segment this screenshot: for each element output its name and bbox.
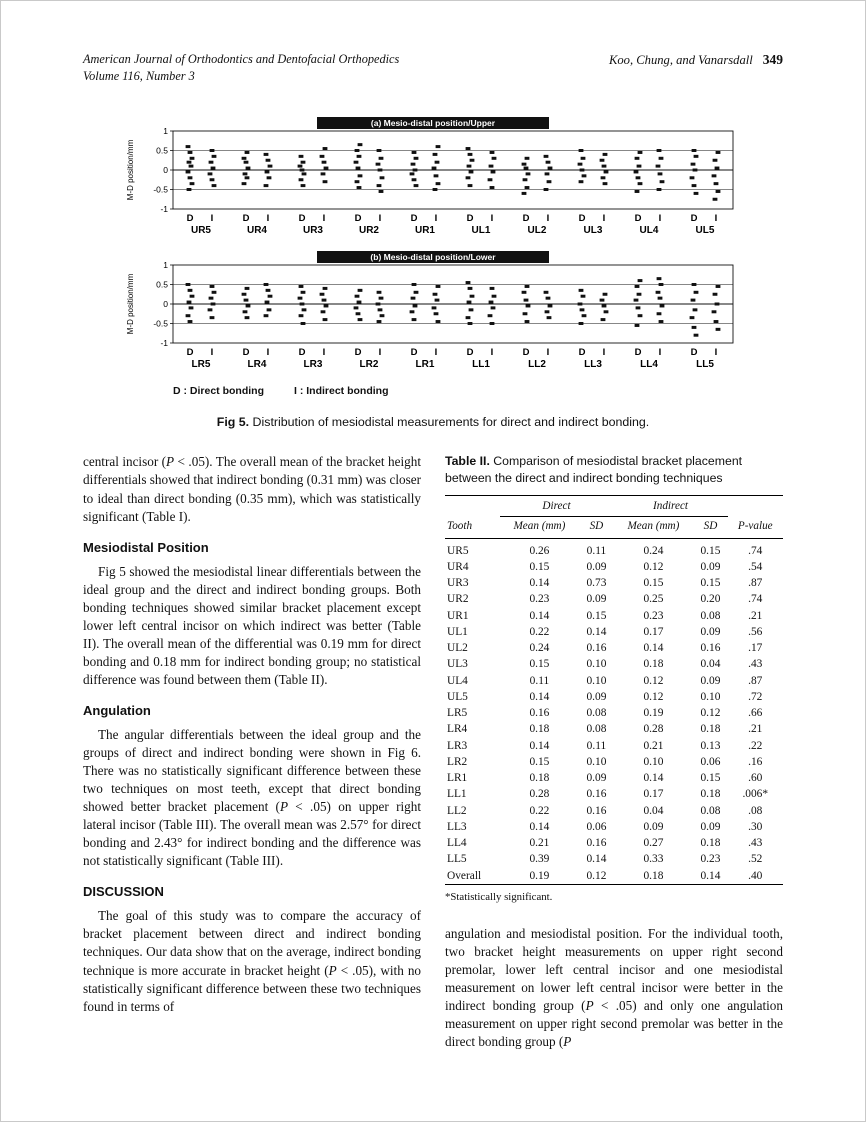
svg-text:D: D	[466, 213, 474, 225]
svg-text:I: I	[210, 347, 214, 359]
table-row: UR2 0.23 0.09 0.25 0.20 .74	[447, 593, 763, 606]
journal-title: American Journal of Orthodontics and Dentofacial Orthopedics	[83, 52, 400, 66]
table-row: LL4 0.21 0.16 0.27 0.18 .43	[447, 837, 763, 850]
svg-text:I: I	[322, 213, 326, 225]
table-row: LR5 0.16 0.08 0.19 0.12 .66	[447, 707, 763, 720]
table2-col-mean-indirect: Mean (mm)	[614, 517, 694, 538]
svg-text:D: D	[578, 213, 586, 225]
svg-text:D: D	[410, 213, 418, 225]
svg-text:UR5: UR5	[190, 225, 212, 237]
svg-text:D: D	[690, 213, 698, 225]
svg-text:UL3: UL3	[583, 225, 603, 237]
svg-text:0.5: 0.5	[156, 145, 168, 156]
table2-col-pvalue: P-value	[728, 517, 783, 538]
table2-col-mean-direct: Mean (mm)	[500, 517, 580, 538]
svg-text:D: D	[410, 347, 418, 359]
table-row: LL3 0.14 0.06 0.09 0.09 .30	[447, 820, 763, 833]
svg-text:I: I	[602, 347, 606, 359]
svg-text:I: I	[714, 347, 718, 359]
svg-text:UL5: UL5	[695, 225, 715, 237]
table2-group-indirect: Indirect	[614, 495, 728, 516]
table-row: LL5 0.39 0.14 0.33 0.23 .52	[447, 853, 763, 866]
table-row: LL1 0.28 0.16 0.17 0.18 .006*	[447, 788, 769, 801]
svg-text:I: I	[546, 213, 550, 225]
figure-caption	[83, 415, 783, 429]
svg-text:LL1: LL1	[472, 359, 490, 371]
figure-caption-text: Distribution of mesiodistal measurements for direct and indirect bonding.	[249, 415, 650, 430]
legend-indirect-bonding: I : Indirect bonding	[294, 385, 389, 398]
table2-group-row	[445, 495, 783, 516]
table-row: UL4 0.11 0.10 0.12 0.09 .87	[447, 674, 763, 687]
svg-text:D: D	[298, 213, 306, 225]
svg-text:UR3: UR3	[302, 225, 324, 237]
table2-header	[445, 495, 783, 538]
heading-discussion: DISCUSSION	[83, 884, 164, 900]
svg-text:I: I	[602, 213, 606, 225]
table-row: LR1 0.18 0.09 0.14 0.15 .60	[447, 772, 763, 785]
svg-text:UR1: UR1	[414, 225, 436, 237]
heading-angulation: Angulation	[83, 703, 151, 719]
svg-text:D: D	[242, 213, 250, 225]
table2-col-sd-direct: SD	[579, 517, 613, 538]
table2-footnote: *Statistically significant.	[445, 890, 553, 903]
body-columns	[83, 453, 783, 1054]
table-row: UL5 0.14 0.09 0.12 0.10 .72	[447, 690, 763, 703]
svg-text:I: I	[322, 347, 326, 359]
svg-text:UR4: UR4	[246, 225, 268, 237]
table-row: UR5 0.26 0.11 0.24 0.15 .74	[447, 544, 763, 557]
table2	[445, 495, 783, 885]
svg-text:-0.5: -0.5	[153, 184, 168, 195]
svg-text:LR3: LR3	[303, 359, 323, 371]
table-row: UL2 0.24 0.16 0.14 0.16 .17	[447, 642, 763, 655]
svg-text:-1: -1	[160, 204, 168, 215]
svg-text:I: I	[266, 347, 270, 359]
svg-text:0.5: 0.5	[156, 279, 168, 290]
svg-text:D: D	[634, 347, 642, 359]
svg-text:LR4: LR4	[247, 359, 267, 371]
header-left	[83, 51, 399, 85]
table2-header-row	[445, 517, 783, 538]
svg-text:I: I	[378, 347, 382, 359]
table-row: Overall 0.19 0.12 0.18 0.14 .40	[447, 869, 763, 882]
svg-text:M-D position/mm: M-D position/mm	[126, 140, 135, 201]
svg-text:0: 0	[163, 165, 168, 176]
svg-text:I: I	[210, 213, 214, 225]
table-row: UL1 0.22 0.14 0.17 0.09 .56	[447, 625, 763, 638]
svg-text:D: D	[466, 347, 474, 359]
svg-text:M-D position/mm: M-D position/mm	[126, 274, 135, 335]
svg-text:D: D	[242, 347, 250, 359]
svg-text:I: I	[490, 213, 494, 225]
legend-direct-bonding: D : Direct bonding	[173, 385, 264, 398]
paragraph-mesiodistal: Fig 5 showed the mesiodistal linear differentials between the ideal group and the direct and indirect bonding groups. Both bonding techniques showed similar bracket placement except lower left central incisor on which indirect was better (Table II). The overall mean of the differential was 0.19 mm for direct bonding and 0.18 mm for indirect bonding group; no statistical difference was found between them (Table II).	[83, 563, 421, 687]
svg-text:D: D	[354, 213, 362, 225]
svg-text:I: I	[714, 213, 718, 225]
table-row: LR3 0.14 0.11 0.21 0.13 .22	[447, 739, 763, 752]
figure-caption-label: Fig 5.	[216, 415, 250, 430]
svg-text:D: D	[522, 347, 530, 359]
svg-text:D: D	[298, 347, 306, 359]
svg-text:UL1: UL1	[471, 225, 491, 237]
left-column	[83, 453, 421, 1054]
svg-text:I: I	[546, 347, 550, 359]
svg-text:I: I	[434, 213, 438, 225]
journal-issue: Volume 116, Number 3	[83, 69, 195, 84]
right-column	[445, 453, 783, 1054]
svg-text:D: D	[578, 347, 586, 359]
table2-caption-text: Comparison of mesiodistal bracket placement between the direct and indirect bonding techniques	[445, 454, 743, 485]
paragraph-discussion: The goal of this study was to compare the accuracy of bracket placement between direct and indirect bonding techniques. Our data show that on the average, indirect bonding technique is more accurate in bracket height (P < .05), with no statistically significant difference between these two techniques found in terms of	[83, 908, 422, 1014]
running-authors: Koo, Chung, and Vanarsdall	[608, 53, 753, 67]
svg-text:-0.5: -0.5	[153, 318, 168, 329]
svg-text:LR5: LR5	[191, 359, 211, 371]
figure-legend	[173, 385, 783, 397]
paragraph-angulation: The angular differentials between the ideal group and the groups of direct and indirect bonding were shown in Fig 6. There was no statistically significant difference between these two techniques on most teeth, except that direct bonding showed better bracket placement (P < .05) on upper right lateral incisor (Table III). The overall mean was 2.57° for direct bonding and 2.43° for indirect bonding and the difference was not statistically significant (Table III).	[83, 726, 421, 869]
table2-body	[445, 538, 783, 884]
svg-text:D: D	[690, 347, 698, 359]
table-row: LR2 0.15 0.10 0.10 0.06 .16	[447, 755, 763, 768]
paragraph-bracket-height: central incisor (P < .05). The overall mean of the bracket height differentials showed that indirect bonding (0.31 mm) was closer to ideal than direct bonding (0.35 mm), which was statistically significant (Table I).	[83, 454, 421, 524]
svg-text:LL4: LL4	[640, 359, 658, 371]
svg-text:I: I	[658, 347, 662, 359]
page-number: 349	[762, 52, 783, 67]
svg-text:(a) Mesio-distal position/Uppe: (a) Mesio-distal position/Upper	[370, 118, 496, 129]
chart-mesiodistal-upper	[123, 117, 743, 237]
page-header	[83, 51, 783, 85]
svg-text:D: D	[634, 213, 642, 225]
table-row: UR4 0.15 0.09 0.12 0.09 .54	[447, 560, 763, 573]
svg-text:UL4: UL4	[639, 225, 659, 237]
svg-text:I: I	[658, 213, 662, 225]
svg-text:D: D	[186, 347, 194, 359]
table2-col-sd-indirect: SD	[693, 517, 727, 538]
svg-text:UL2: UL2	[527, 225, 547, 237]
heading-mesiodistal-position: Mesiodistal Position	[83, 539, 209, 555]
table2-caption-label: Table II.	[445, 454, 490, 469]
svg-text:D: D	[186, 213, 194, 225]
header-right	[609, 51, 783, 68]
paragraph-continuation: angulation and mesiodistal position. For the individual tooth, two bracket height measurements on upper right second premolar, lower left central incisor and one mesiodistal measurement on lower left central incisor were better in the indirect bonding group (P < .05) and only one angulation measurement on upper right second premolar was better in the direct bonding group (P	[445, 925, 783, 1050]
table-row: UR1 0.14 0.15 0.23 0.08 .21	[447, 609, 763, 622]
table2-col-tooth: Tooth	[445, 517, 500, 538]
table-row: UR3 0.14 0.73 0.15 0.15 .87	[447, 577, 763, 590]
svg-text:I: I	[490, 347, 494, 359]
svg-text:D: D	[354, 347, 362, 359]
svg-text:UR2: UR2	[358, 225, 380, 237]
svg-text:-1: -1	[160, 338, 168, 349]
svg-text:I: I	[434, 347, 438, 359]
svg-text:(b) Mesio-distal position/Lowe: (b) Mesio-distal position/Lower	[370, 252, 496, 263]
table-row: UL3 0.15 0.10 0.18 0.04 .43	[447, 658, 763, 671]
svg-text:LL2: LL2	[528, 359, 546, 371]
svg-text:LL5: LL5	[696, 359, 714, 371]
svg-text:LR2: LR2	[359, 359, 379, 371]
table-row: LR4 0.18 0.08 0.28 0.18 .21	[447, 723, 763, 736]
svg-text:I: I	[266, 213, 270, 225]
svg-text:LL3: LL3	[584, 359, 602, 371]
figure-5	[83, 117, 783, 429]
chart-mesiodistal-lower	[123, 251, 743, 371]
svg-text:1: 1	[163, 260, 168, 271]
table2-group-direct: Direct	[500, 495, 614, 516]
svg-text:I: I	[378, 213, 382, 225]
svg-text:1: 1	[163, 126, 168, 137]
table2-caption	[445, 453, 783, 485]
svg-text:LR1: LR1	[415, 359, 435, 371]
svg-text:0: 0	[163, 299, 168, 310]
table-row: LL2 0.22 0.16 0.04 0.08 .08	[447, 804, 763, 817]
svg-text:D: D	[522, 213, 530, 225]
